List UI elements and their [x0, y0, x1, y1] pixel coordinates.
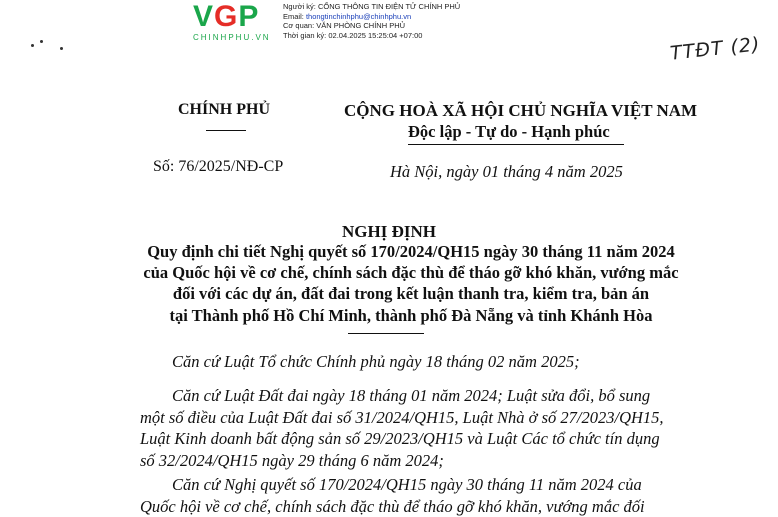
signature-email-link[interactable]: thongtinchinhphu@chinhphu.vn — [306, 12, 411, 21]
scan-speck — [40, 40, 43, 43]
scan-speck — [31, 44, 34, 47]
document-summary — [0, 241, 778, 326]
paragraph — [140, 385, 695, 471]
handwritten-note: TTĐT (2) — [669, 33, 761, 64]
signature-signer: Người ký: CỔNG THÔNG TIN ĐIỆN TỬ CHÍNH PHỦ — [283, 2, 460, 12]
paragraph-line: một số điều của Luật Đất đai số 31/2024/QH15, Luật Nhà ở số 27/2023/QH15, — [140, 407, 695, 429]
digital-signature — [283, 2, 460, 40]
issuer-underline — [206, 130, 246, 131]
signature-time: Thời gian ký: 02.04.2025 15:25:04 +07:00 — [283, 31, 460, 41]
signature-agency: Cơ quan: VĂN PHÒNG CHÍNH PHỦ — [283, 21, 460, 31]
motto-underline — [408, 144, 624, 145]
paragraph — [140, 474, 695, 517]
place-date: Hà Nội, ngày 01 tháng 4 năm 2025 — [390, 162, 623, 182]
summary-line: tại Thành phố Hồ Chí Minh, thành phố Đà Nẵng và tỉnh Khánh Hòa — [0, 305, 778, 326]
vgp-logo — [193, 2, 271, 42]
logo-letters: VGP — [193, 2, 259, 32]
scan-speck — [60, 47, 63, 50]
title-underline — [348, 333, 424, 334]
signature-email: Email: thongtinchinhphu@chinhphu.vn — [283, 12, 460, 22]
summary-line: Quy định chi tiết Nghị quyết số 170/2024/QH15 ngày 30 tháng 11 năm 2024 — [0, 241, 778, 262]
logo-subtext: CHINHPHU.VN — [193, 33, 271, 42]
paragraph-line: số 32/2024/QH15 ngày 29 tháng 6 năm 2024; — [140, 450, 695, 472]
paragraph-line: Căn cứ Luật Tổ chức Chính phủ ngày 18 tháng 02 năm 2025; — [140, 351, 695, 373]
document-type: NGHỊ ĐỊNH — [0, 222, 778, 242]
summary-line: của Quốc hội về cơ chế, chính sách đặc thù để tháo gỡ khó khăn, vướng mắc — [0, 262, 778, 283]
nation-title: CỘNG HOÀ XÃ HỘI CHỦ NGHĨA VIỆT NAM — [344, 101, 697, 121]
paragraph-line: Căn cứ Nghị quyết số 170/2024/QH15 ngày 30 tháng 11 năm 2024 của — [140, 474, 695, 496]
paragraph — [140, 351, 695, 373]
paragraph-line: Quốc hội về cơ chế, chính sách đặc thù để tháo gỡ khó khăn, vướng mắc đối — [140, 496, 695, 517]
paragraph-line: Căn cứ Luật Đất đai ngày 18 tháng 01 năm 2024; Luật sửa đổi, bổ sung — [140, 385, 695, 407]
issuer: CHÍNH PHỦ — [178, 101, 270, 119]
paragraph-line: Luật Kinh doanh bất động sản số 29/2023/QH15 và Luật Các tổ chức tín dụng — [140, 428, 695, 450]
motto: Độc lập - Tự do - Hạnh phúc — [408, 122, 610, 142]
summary-line: đối với các dự án, đất đai trong kết luận thanh tra, kiểm tra, bản án — [0, 283, 778, 304]
document-number: Số: 76/2025/NĐ-CP — [153, 158, 283, 176]
